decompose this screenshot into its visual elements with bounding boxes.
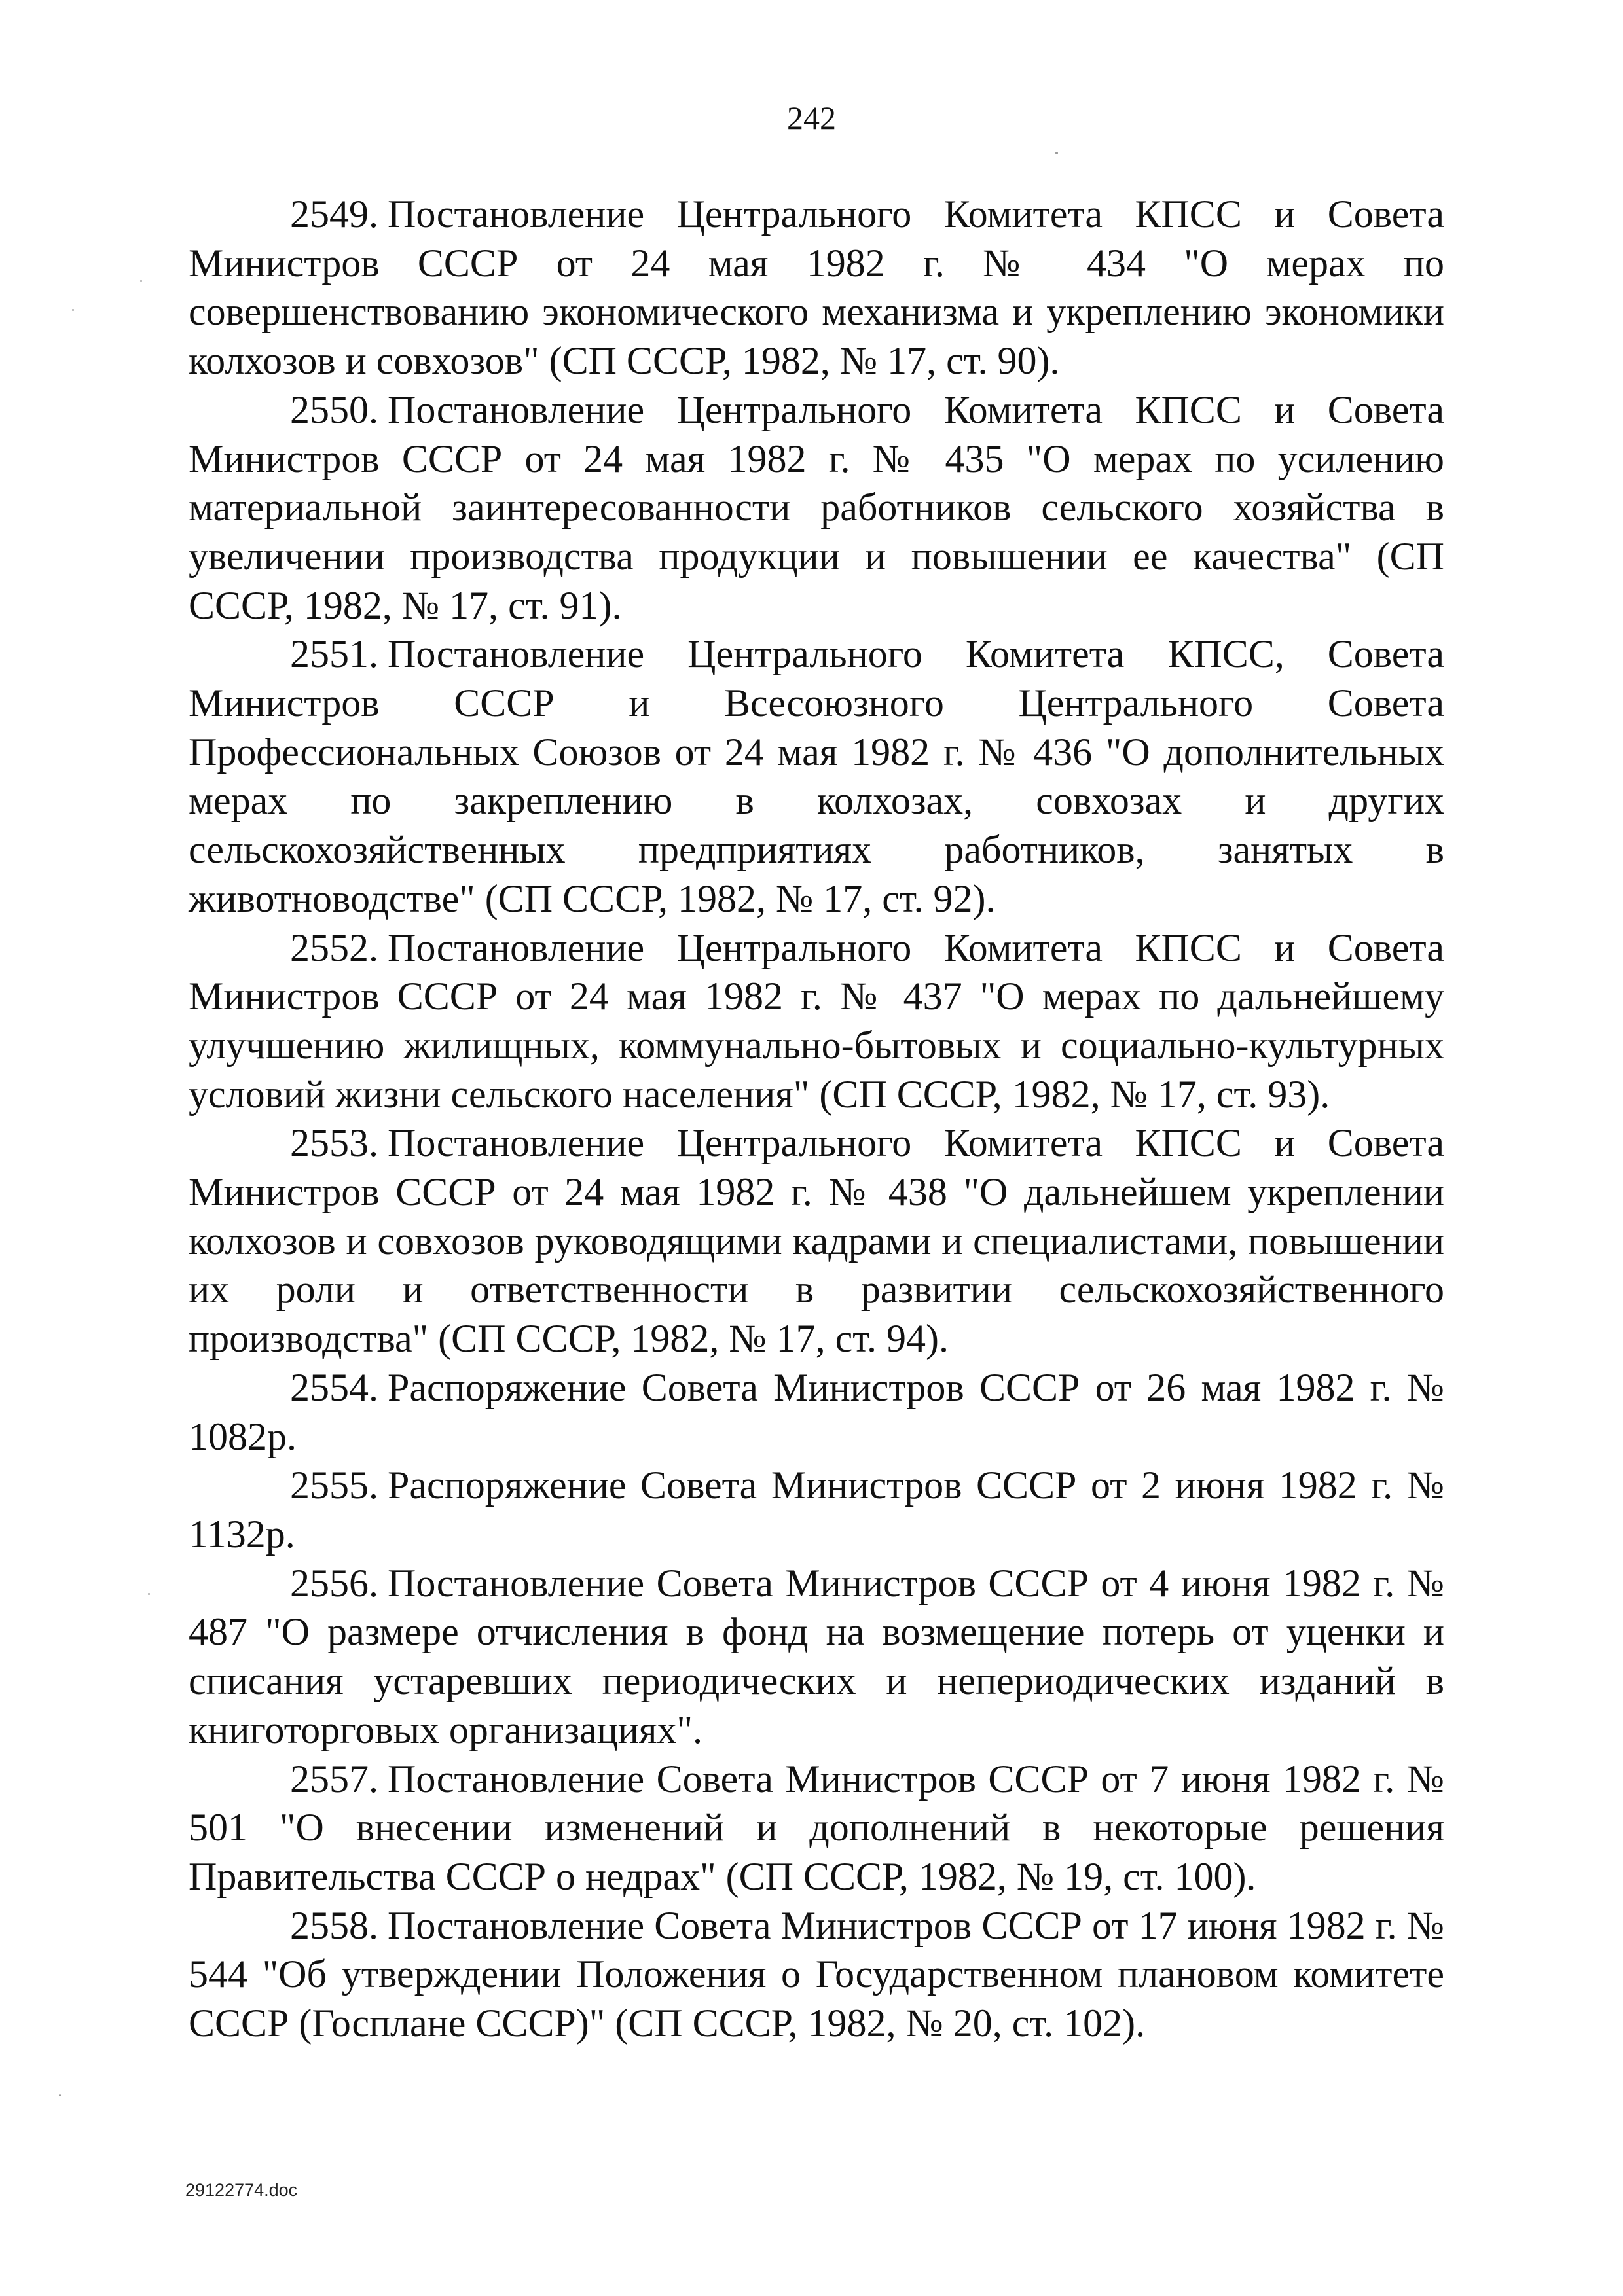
scan-speck	[1055, 152, 1058, 154]
footer-filename: 29122774.doc	[185, 2180, 298, 2200]
list-item	[189, 386, 1444, 630]
list-item	[189, 630, 1444, 923]
list-item	[189, 924, 1444, 1119]
list-item	[189, 1901, 1444, 2048]
list-item	[189, 1363, 1444, 1461]
entry-number: 2557.	[290, 1757, 378, 1801]
entry-number: 2558.	[290, 1903, 378, 1947]
list-item	[189, 1755, 1444, 1901]
entry-number: 2554.	[290, 1365, 378, 1409]
entry-text: Постановление Центрального Комитета КПСС и Совета Министров СССР от 24 мая 1982 г. № 437 "О мерах по дальнейшему улучшению жилищных, коммунально-бытовых и социально-культурных условий жизни сельского населения" (СП СССР, 1982, № 17, ст. 93).	[189, 925, 1444, 1116]
entry-number: 2550.	[290, 387, 378, 431]
scan-speck	[148, 1593, 150, 1595]
entry-number: 2551.	[290, 632, 378, 676]
entries-list	[189, 190, 1444, 2048]
entry-text: Распоряжение Совета Министров СССР от 2 июня 1982 г. № 1132р.	[189, 1463, 1444, 1556]
entry-text: Распоряжение Совета Министров СССР от 26 мая 1982 г. № 1082р.	[189, 1365, 1444, 1458]
list-item	[189, 1119, 1444, 1363]
scan-speck	[140, 280, 142, 282]
list-item	[189, 190, 1444, 386]
entry-text: Постановление Совета Министров СССР от 7 июня 1982 г. № 501 "О внесении изменений и дополнений в некоторые решения Правительства СССР о недрах" (СП СССР, 1982, № 19, ст. 100).	[189, 1757, 1444, 1898]
page-number: 242	[787, 99, 836, 136]
list-item	[189, 1461, 1444, 1558]
scan-speck	[72, 309, 74, 311]
entry-number: 2549.	[290, 192, 378, 236]
entry-text: Постановление Центрального Комитета КПСС и Совета Министров СССР от 24 мая 1982 г. № 438 "О дальнейшем укреплении колхозов и совхозов руководящими кадрами и специалистами, повышении их роли и ответственности в развитии сельскохозяйственного производства" (СП СССР, 1982, № 17, ст. 94).	[189, 1121, 1444, 1361]
entry-number: 2552.	[290, 925, 378, 969]
entry-text: Постановление Совета Министров СССР от 17 июня 1982 г. № 544 "Об утверждении Положения о Государственном плановом комитете СССР (Госплане СССР)" (СП СССР, 1982, № 20, ст. 102).	[189, 1903, 1444, 2045]
entry-number: 2555.	[290, 1463, 378, 1507]
entry-text: Постановление Центрального Комитета КПСС, Совета Министров СССР и Всесоюзного Центрального Совета Профессиональных Союзов от 24 мая 1982 г. № 436 "О дополнительных мерах по закреплению в колхозах, совхозах и других сельскохозяйственных предприятиях работников, занятых в животноводстве" (СП СССР, 1982, № 17, ст. 92).	[189, 632, 1444, 920]
scan-speck	[59, 2094, 61, 2096]
entry-text: Постановление Центрального Комитета КПСС и Совета Министров СССР от 24 мая 1982 г. № 434 "О мерах по совершенствованию экономического механизма и укреплению экономики колхозов и совхозов" (СП СССР, 1982, № 17, ст. 90).	[189, 192, 1444, 383]
entry-text: Постановление Совета Министров СССР от 4 июня 1982 г. № 487 "О размере отчисления в фонд на возмещение потерь от уценки и списания устаревших периодических и непериодических изданий в книготорговых организациях".	[189, 1561, 1444, 1751]
entry-number: 2556.	[290, 1561, 378, 1605]
entry-text: Постановление Центрального Комитета КПСС и Совета Министров СССР от 24 мая 1982 г. № 435 "О мерах по усилению материальной заинтересованности работников сельского хозяйства в увеличении производства продукции и повышении ее качества" (СП СССР, 1982, № 17, ст. 91).	[189, 387, 1444, 627]
entry-number: 2553.	[290, 1121, 378, 1165]
list-item	[189, 1559, 1444, 1755]
